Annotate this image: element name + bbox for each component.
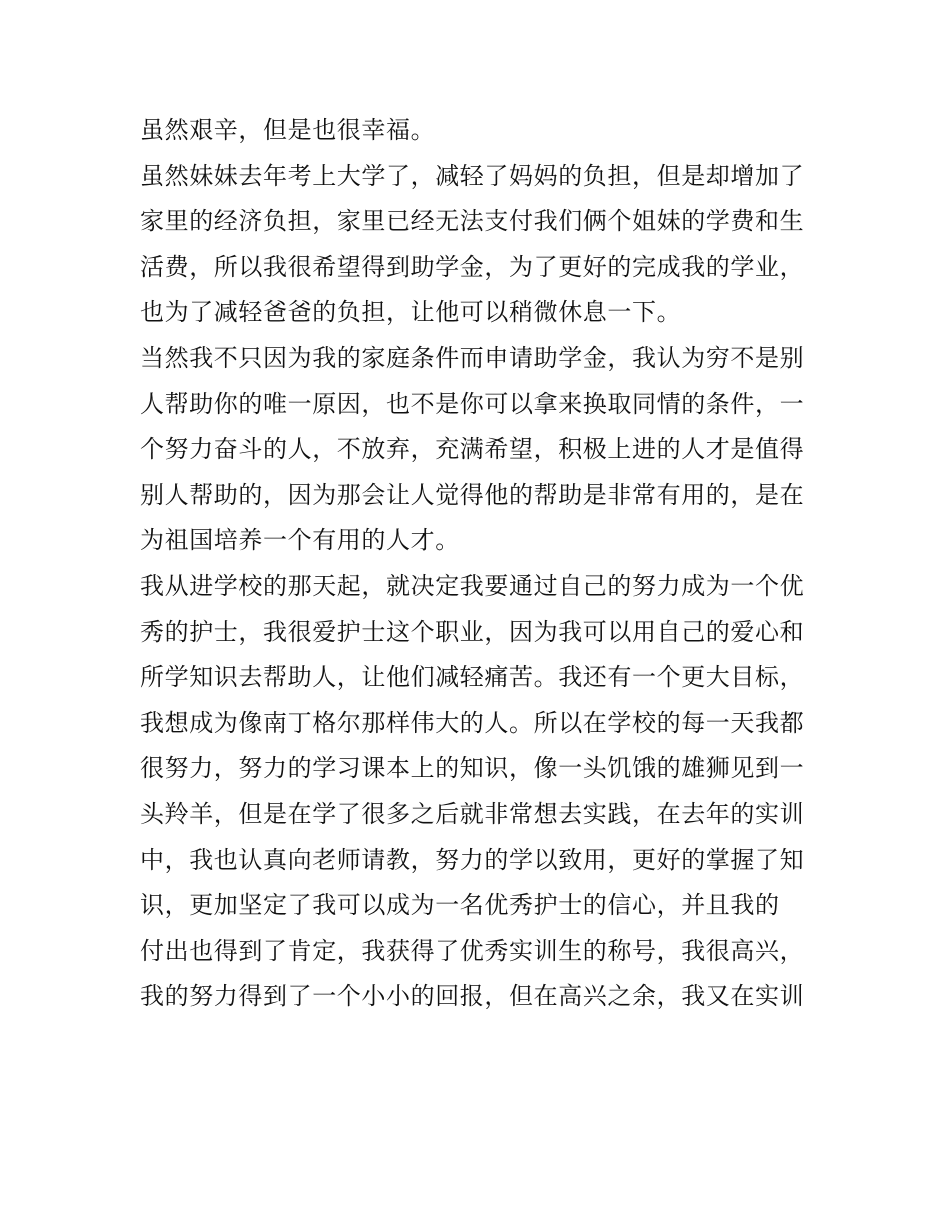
text-line: 很努力，努力的学习课本上的知识，像一头饥饿的雄狮见到一 (140, 754, 805, 783)
text-line: 我从进学校的那天起，就决定我要通过自己的努力成为一个优 (140, 571, 805, 600)
text-line: 虽然艰辛，但是也很幸福。 (140, 116, 436, 144)
text-line: 我的努力得到了一个小小的回报，但在高兴之余，我又在实训 (140, 982, 805, 1011)
text-line: 头羚羊，但是在学了很多之后就非常想去实践，在去年的实训 (140, 799, 805, 828)
text-line: 秀的护士，我很爱护士这个职业，因为我可以用自己的爱心和 (140, 617, 805, 646)
text-line: 识，更加坚定了我可以成为一名优秀护士的信心，并且我的 (140, 891, 780, 920)
text-line: 个努力奋斗的人，不放弃，充满希望，积极上进的人才是值得 (140, 435, 805, 464)
text-line: 活费，所以我很希望得到助学金，为了更好的完成我的学业， (140, 252, 805, 281)
text-line: 我想成为像南丁格尔那样伟大的人。所以在学校的每一天我都 (140, 708, 805, 737)
text-line: 别人帮助的，因为那会让人觉得他的帮助是非常有用的，是在 (140, 480, 805, 509)
text-line: 为祖国培养一个有用的人才。 (140, 526, 460, 555)
text-line: 所学知识去帮助人，让他们减轻痛苦。我还有一个更大目标， (140, 663, 805, 692)
text-line: 人帮助你的唯一原因，也不是你可以拿来换取同情的条件，一 (140, 389, 805, 418)
text-line: 家里的经济负担，家里已经无法支付我们俩个姐妹的学费和生 (140, 207, 805, 236)
text-line: 当然我不只因为我的家庭条件而申请助学金，我认为穷不是别 (140, 343, 805, 372)
text-line: 付出也得到了肯定，我获得了优秀实训生的称号，我很高兴， (140, 936, 805, 965)
text-line: 中，我也认真向老师请教，努力的学以致用，更好的掌握了知 (140, 845, 805, 874)
text-line: 虽然妹妹去年考上大学了，减轻了妈妈的负担，但是却增加了 (140, 161, 805, 190)
body-text (140, 108, 820, 1020)
text-line: 也为了减轻爸爸的负担，让他可以稍微休息一下。 (140, 298, 682, 327)
